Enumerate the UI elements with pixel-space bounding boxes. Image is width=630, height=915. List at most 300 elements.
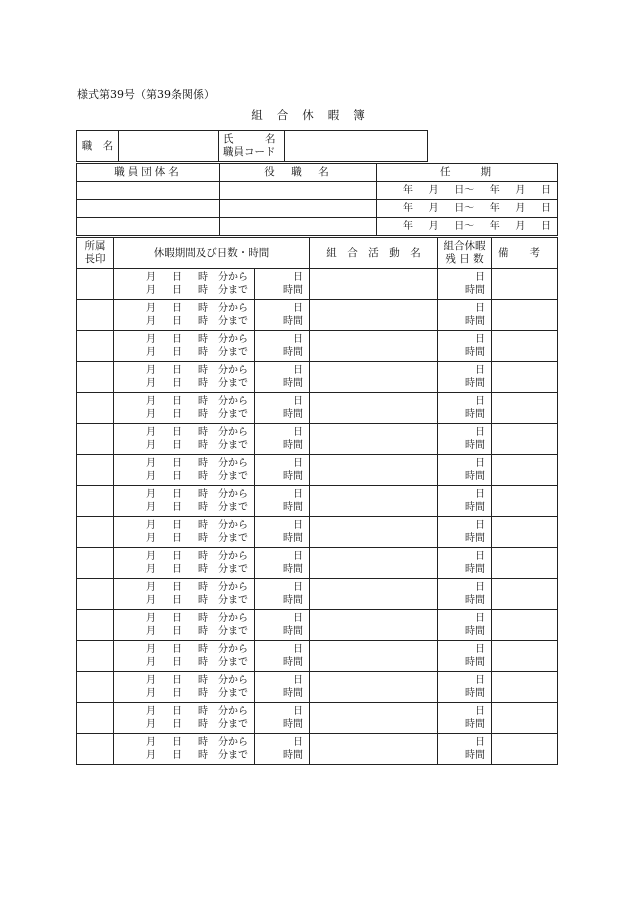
from-part: 日 <box>172 334 182 345</box>
leave-row <box>77 703 558 734</box>
role-field[interactable] <box>220 200 377 218</box>
from-part: 時 <box>198 737 208 748</box>
remaining-unit-day: 日 <box>475 427 485 438</box>
remaining-days-field[interactable] <box>438 703 492 734</box>
unit-day: 日 <box>293 551 303 562</box>
notes-field[interactable] <box>492 486 558 517</box>
unit-day: 日 <box>293 396 303 407</box>
leave-period-field[interactable] <box>114 455 255 486</box>
to-part: 月 <box>146 409 156 420</box>
remaining-unit-day: 日 <box>475 396 485 407</box>
remaining-unit-day: 日 <box>475 737 485 748</box>
leave-period-field[interactable] <box>114 579 255 610</box>
from-part: 分から <box>218 365 248 376</box>
term-parts <box>377 220 557 233</box>
unit-day: 日 <box>293 613 303 624</box>
remaining-unit-hour: 時間 <box>465 750 485 761</box>
to-part: 分まで <box>218 719 248 730</box>
from-part: 時 <box>198 303 208 314</box>
activity-name-field[interactable] <box>310 424 438 455</box>
dept-seal-field[interactable] <box>77 393 114 424</box>
to-part: 分まで <box>218 409 248 420</box>
leave-row <box>77 362 558 393</box>
unit-hour: 時間 <box>283 626 303 637</box>
activity-name-field[interactable] <box>310 548 438 579</box>
duration-field[interactable] <box>255 672 310 703</box>
to-part: 分まで <box>218 378 248 389</box>
role-field[interactable] <box>220 182 377 200</box>
from-part: 分から <box>218 520 248 531</box>
col-leave-period: 休暇期間及び日数・時間 <box>114 238 310 269</box>
remaining-unit-hour: 時間 <box>465 595 485 606</box>
to-line <box>114 377 254 390</box>
to-part: 時 <box>198 564 208 575</box>
from-line <box>114 550 254 563</box>
remaining-unit-day: 日 <box>475 675 485 686</box>
leave-period-field[interactable] <box>114 517 255 548</box>
leave-row <box>77 424 558 455</box>
dept-seal-field[interactable] <box>77 269 114 300</box>
from-line <box>114 426 254 439</box>
leave-period-field[interactable] <box>114 424 255 455</box>
term-field[interactable] <box>377 218 558 236</box>
notes-field[interactable] <box>492 734 558 765</box>
unit-hour: 時間 <box>283 378 303 389</box>
from-part: 分から <box>218 737 248 748</box>
from-part: 日 <box>172 489 182 500</box>
from-part: 月 <box>146 737 156 748</box>
term-part: 年 <box>403 185 413 196</box>
remaining-days-field[interactable] <box>438 734 492 765</box>
duration-field[interactable] <box>255 610 310 641</box>
activity-name-field[interactable] <box>310 672 438 703</box>
to-line <box>114 532 254 545</box>
leave-row <box>77 517 558 548</box>
dept-seal-field[interactable] <box>77 517 114 548</box>
remaining-unit-hour: 時間 <box>465 285 485 296</box>
to-line <box>114 687 254 700</box>
remaining-days-field[interactable] <box>438 300 492 331</box>
activity-name-field[interactable] <box>310 455 438 486</box>
col-activity-name: 組 合 活 動 名 <box>310 238 438 269</box>
notes-field[interactable] <box>492 331 558 362</box>
from-part: 日 <box>172 644 182 655</box>
to-part: 時 <box>198 750 208 761</box>
remaining-unit-hour: 時間 <box>465 626 485 637</box>
from-line <box>114 457 254 470</box>
unit-hour: 時間 <box>283 750 303 761</box>
dept-seal-field[interactable] <box>77 486 114 517</box>
leave-row <box>77 393 558 424</box>
activity-name-field[interactable] <box>310 362 438 393</box>
dept-seal-field[interactable] <box>77 579 114 610</box>
remaining-unit-day: 日 <box>475 582 485 593</box>
dept-seal-field[interactable] <box>77 610 114 641</box>
from-part: 月 <box>146 706 156 717</box>
to-part: 時 <box>198 657 208 668</box>
from-part: 日 <box>172 613 182 624</box>
duration-field[interactable] <box>255 703 310 734</box>
remaining-days-field[interactable] <box>438 362 492 393</box>
dept-seal-field[interactable] <box>77 734 114 765</box>
remaining-days-field[interactable] <box>438 486 492 517</box>
term-part: 月 <box>428 185 439 196</box>
from-line <box>114 333 254 346</box>
from-line <box>114 736 254 749</box>
leave-row <box>77 579 558 610</box>
from-part: 日 <box>172 303 182 314</box>
col-dept-seal-line2: 長印 <box>84 253 106 265</box>
to-part: 時 <box>198 285 208 296</box>
activity-name-field[interactable] <box>310 734 438 765</box>
leave-period-field[interactable] <box>114 610 255 641</box>
remaining-unit-hour: 時間 <box>465 347 485 358</box>
job-title-label: 職 名 <box>77 131 119 162</box>
to-part: 分まで <box>218 564 248 575</box>
from-part: 時 <box>198 706 208 717</box>
term-part: 年 <box>403 221 413 232</box>
duration-field[interactable] <box>255 424 310 455</box>
to-part: 分まで <box>218 626 248 637</box>
notes-field[interactable] <box>492 455 558 486</box>
remaining-unit-hour: 時間 <box>465 502 485 513</box>
remaining-days-field[interactable] <box>438 455 492 486</box>
remaining-unit-day: 日 <box>475 489 485 500</box>
from-part: 月 <box>146 365 156 376</box>
to-line <box>114 346 254 359</box>
unit-hour: 時間 <box>283 285 303 296</box>
leave-row <box>77 734 558 765</box>
remaining-unit-day: 日 <box>475 551 485 562</box>
from-part: 時 <box>198 334 208 345</box>
remaining-unit-day: 日 <box>475 365 485 376</box>
to-part: 日 <box>172 471 182 482</box>
remaining-unit-hour: 時間 <box>465 719 485 730</box>
activity-name-field[interactable] <box>310 579 438 610</box>
duration-field[interactable] <box>255 300 310 331</box>
unit-hour: 時間 <box>283 595 303 606</box>
to-line <box>114 408 254 421</box>
activity-name-field[interactable] <box>310 641 438 672</box>
to-part: 日 <box>172 688 182 699</box>
remaining-days-field[interactable] <box>438 331 492 362</box>
from-part: 時 <box>198 520 208 531</box>
from-part: 日 <box>172 272 182 283</box>
unit-day: 日 <box>293 489 303 500</box>
from-part: 時 <box>198 427 208 438</box>
to-part: 日 <box>172 347 182 358</box>
from-part: 日 <box>172 520 182 531</box>
org-name-field[interactable] <box>77 200 220 218</box>
dept-seal-field[interactable] <box>77 455 114 486</box>
from-part: 日 <box>172 427 182 438</box>
to-part: 分まで <box>218 471 248 482</box>
leave-period-field[interactable] <box>114 269 255 300</box>
org-name-field[interactable] <box>77 218 220 236</box>
unit-day: 日 <box>293 644 303 655</box>
leave-period-field[interactable] <box>114 672 255 703</box>
to-line <box>114 718 254 731</box>
remaining-days-field[interactable] <box>438 269 492 300</box>
to-part: 時 <box>198 440 208 451</box>
to-part: 日 <box>172 502 182 513</box>
term-part: 月 <box>515 185 526 196</box>
to-part: 月 <box>146 440 156 451</box>
notes-field[interactable] <box>492 579 558 610</box>
to-part: 時 <box>198 595 208 606</box>
activity-name-field[interactable] <box>310 610 438 641</box>
from-part: 分から <box>218 613 248 624</box>
to-line <box>114 439 254 452</box>
duration-field[interactable] <box>255 641 310 672</box>
dept-seal-field[interactable] <box>77 672 114 703</box>
dept-seal-field[interactable] <box>77 300 114 331</box>
unit-day: 日 <box>293 272 303 283</box>
remaining-days-field[interactable] <box>438 548 492 579</box>
from-part: 月 <box>146 303 156 314</box>
to-line <box>114 284 254 297</box>
term-field[interactable] <box>377 182 558 200</box>
from-part: 日 <box>172 365 182 376</box>
notes-field[interactable] <box>492 393 558 424</box>
term-part: 日～ <box>454 203 475 214</box>
leave-period-field[interactable] <box>114 393 255 424</box>
leave-period-field[interactable] <box>114 548 255 579</box>
to-part: 月 <box>146 502 156 513</box>
remaining-days-field[interactable] <box>438 579 492 610</box>
remaining-days-field[interactable] <box>438 641 492 672</box>
to-part: 時 <box>198 347 208 358</box>
to-part: 分まで <box>218 347 248 358</box>
activity-name-field[interactable] <box>310 393 438 424</box>
from-part: 時 <box>198 644 208 655</box>
from-part: 時 <box>198 582 208 593</box>
remaining-unit-hour: 時間 <box>465 440 485 451</box>
remaining-unit-day: 日 <box>475 334 485 345</box>
job-title-field[interactable] <box>119 131 219 162</box>
to-part: 月 <box>146 750 156 761</box>
to-part: 時 <box>198 471 208 482</box>
from-part: 時 <box>198 675 208 686</box>
term-part: 日～ <box>454 221 475 232</box>
term-part: 月 <box>428 203 439 214</box>
from-part: 日 <box>172 706 182 717</box>
org-name-field[interactable] <box>77 182 220 200</box>
to-part: 時 <box>198 626 208 637</box>
notes-field[interactable] <box>492 641 558 672</box>
leave-row <box>77 331 558 362</box>
to-part: 月 <box>146 471 156 482</box>
from-line <box>114 581 254 594</box>
remaining-unit-hour: 時間 <box>465 471 485 482</box>
duration-field[interactable] <box>255 269 310 300</box>
remaining-days-field[interactable] <box>438 672 492 703</box>
remaining-days-field[interactable] <box>438 393 492 424</box>
dept-seal-field[interactable] <box>77 331 114 362</box>
dept-seal-field[interactable] <box>77 703 114 734</box>
notes-field[interactable] <box>492 300 558 331</box>
activity-name-field[interactable] <box>310 269 438 300</box>
duration-field[interactable] <box>255 393 310 424</box>
from-part: 分から <box>218 489 248 500</box>
notes-field[interactable] <box>492 269 558 300</box>
duration-field[interactable] <box>255 579 310 610</box>
term-part: 年 <box>403 203 413 214</box>
dept-seal-field[interactable] <box>77 641 114 672</box>
activity-name-field[interactable] <box>310 331 438 362</box>
to-part: 日 <box>172 440 182 451</box>
leave-period-field[interactable] <box>114 703 255 734</box>
to-line <box>114 470 254 483</box>
duration-field[interactable] <box>255 362 310 393</box>
col-remaining-line1: 組合休暇 <box>443 240 486 252</box>
duration-field[interactable] <box>255 734 310 765</box>
term-part: 月 <box>515 221 526 232</box>
from-part: 分から <box>218 458 248 469</box>
leave-row <box>77 486 558 517</box>
from-part: 月 <box>146 396 156 407</box>
notes-field[interactable] <box>492 672 558 703</box>
remaining-unit-day: 日 <box>475 272 485 283</box>
term-part: 日 <box>540 203 551 214</box>
from-part: 月 <box>146 334 156 345</box>
leave-period-field[interactable] <box>114 734 255 765</box>
dept-seal-field[interactable] <box>77 548 114 579</box>
from-part: 日 <box>172 737 182 748</box>
from-part: 月 <box>146 458 156 469</box>
notes-field[interactable] <box>492 424 558 455</box>
remaining-unit-day: 日 <box>475 613 485 624</box>
to-part: 分まで <box>218 440 248 451</box>
from-line <box>114 364 254 377</box>
to-part: 分まで <box>218 657 248 668</box>
to-part: 日 <box>172 533 182 544</box>
from-part: 日 <box>172 551 182 562</box>
to-part: 分まで <box>218 502 248 513</box>
leave-period-field[interactable] <box>114 641 255 672</box>
to-part: 分まで <box>218 595 248 606</box>
notes-field[interactable] <box>492 703 558 734</box>
term-part: 年 <box>489 221 500 232</box>
to-part: 時 <box>198 719 208 730</box>
from-part: 分から <box>218 675 248 686</box>
term-part: 年 <box>489 185 500 196</box>
from-part: 分から <box>218 582 248 593</box>
from-part: 時 <box>198 365 208 376</box>
unit-day: 日 <box>293 737 303 748</box>
to-line <box>114 749 254 762</box>
activity-name-field[interactable] <box>310 300 438 331</box>
activity-name-field[interactable] <box>310 703 438 734</box>
activity-name-field[interactable] <box>310 517 438 548</box>
unit-day: 日 <box>293 706 303 717</box>
unit-hour: 時間 <box>283 471 303 482</box>
to-line <box>114 563 254 576</box>
col-dept-seal-line1: 所属 <box>84 240 106 252</box>
remaining-unit-hour: 時間 <box>465 533 485 544</box>
unit-hour: 時間 <box>283 440 303 451</box>
name-code-field[interactable] <box>285 131 428 162</box>
unit-day: 日 <box>293 520 303 531</box>
dept-seal-field[interactable] <box>77 424 114 455</box>
role-field[interactable] <box>220 218 377 236</box>
leave-period-field[interactable] <box>114 300 255 331</box>
to-part: 月 <box>146 347 156 358</box>
leave-period-field[interactable] <box>114 331 255 362</box>
to-part: 月 <box>146 719 156 730</box>
from-line <box>114 395 254 408</box>
col-notes-label: 備 考 <box>498 246 540 259</box>
activity-name-field[interactable] <box>310 486 438 517</box>
from-part: 時 <box>198 613 208 624</box>
from-part: 時 <box>198 489 208 500</box>
from-part: 月 <box>146 644 156 655</box>
to-part: 月 <box>146 564 156 575</box>
notes-field[interactable] <box>492 517 558 548</box>
notes-field[interactable] <box>492 362 558 393</box>
from-part: 月 <box>146 675 156 686</box>
leave-period-field[interactable] <box>114 362 255 393</box>
remaining-days-field[interactable] <box>438 517 492 548</box>
unit-day: 日 <box>293 427 303 438</box>
col-role: 役 職 名 <box>220 164 377 182</box>
officer-table <box>76 163 558 236</box>
to-line <box>114 594 254 607</box>
unit-day: 日 <box>293 365 303 376</box>
to-part: 月 <box>146 533 156 544</box>
to-part: 月 <box>146 657 156 668</box>
remaining-unit-day: 日 <box>475 706 485 717</box>
from-part: 月 <box>146 427 156 438</box>
duration-field[interactable] <box>255 548 310 579</box>
remaining-days-field[interactable] <box>438 610 492 641</box>
from-line <box>114 302 254 315</box>
term-part: 日 <box>540 185 551 196</box>
remaining-unit-hour: 時間 <box>465 688 485 699</box>
duration-field[interactable] <box>255 517 310 548</box>
from-line <box>114 612 254 625</box>
officer-row <box>77 218 558 236</box>
duration-field[interactable] <box>255 331 310 362</box>
name-label: 氏 名 <box>223 133 276 145</box>
duration-field[interactable] <box>255 486 310 517</box>
leave-row <box>77 455 558 486</box>
term-field[interactable] <box>377 200 558 218</box>
leave-row <box>77 672 558 703</box>
leave-period-field[interactable] <box>114 486 255 517</box>
duration-field[interactable] <box>255 455 310 486</box>
to-part: 時 <box>198 533 208 544</box>
remaining-days-field[interactable] <box>438 424 492 455</box>
to-part: 時 <box>198 316 208 327</box>
remaining-unit-hour: 時間 <box>465 657 485 668</box>
dept-seal-field[interactable] <box>77 362 114 393</box>
unit-day: 日 <box>293 582 303 593</box>
form-number-label: 様式第39号（第39条関係） <box>77 88 215 101</box>
from-part: 日 <box>172 675 182 686</box>
unit-hour: 時間 <box>283 409 303 420</box>
from-part: 分から <box>218 644 248 655</box>
to-part: 月 <box>146 595 156 606</box>
term-part: 日 <box>540 221 551 232</box>
from-part: 分から <box>218 427 248 438</box>
notes-field[interactable] <box>492 610 558 641</box>
from-line <box>114 519 254 532</box>
to-part: 分まで <box>218 533 248 544</box>
to-part: 日 <box>172 409 182 420</box>
from-part: 月 <box>146 520 156 531</box>
notes-field[interactable] <box>492 548 558 579</box>
